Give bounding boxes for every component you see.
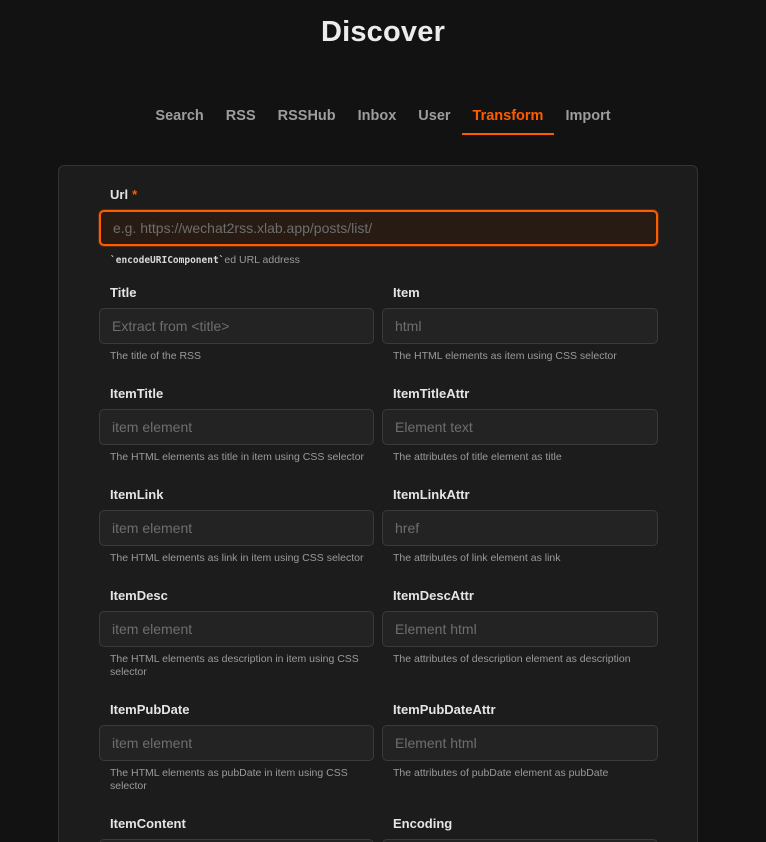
item-desc-field-group <box>99 588 374 684</box>
item-desc-attr-field-group <box>382 588 658 670</box>
url-help <box>99 254 658 267</box>
item-link-attr-label: ItemLinkAttr <box>393 487 470 502</box>
item-title-attr-input[interactable] <box>382 409 658 445</box>
item-title-input[interactable] <box>99 409 374 445</box>
item-pubdate-help: The HTML elements as pubDate in item using CSS selector <box>110 767 348 792</box>
item-pubdate-attr-field-group <box>382 702 658 784</box>
item-pubdate-attr-input[interactable] <box>382 725 658 761</box>
url-field-group <box>99 187 658 269</box>
item-pubdate-attr-label: ItemPubDateAttr <box>393 702 496 717</box>
item-pubdate-label: ItemPubDate <box>110 702 190 717</box>
item-field-group <box>382 285 658 367</box>
url-input[interactable] <box>99 210 658 246</box>
url-label <box>99 187 658 203</box>
item-input[interactable] <box>382 308 658 344</box>
item-title-attr-help: The attributes of title element as title <box>393 451 562 463</box>
item-content-label: ItemContent <box>110 816 186 831</box>
item-pubdate-field-group <box>99 702 374 798</box>
tab-transform[interactable]: Transform <box>462 98 555 135</box>
tab-rsshub[interactable]: RSSHub <box>277 108 336 124</box>
item-desc-attr-help: The attributes of description element as description <box>393 653 631 665</box>
item-title-attr-label: ItemTitleAttr <box>393 386 470 401</box>
item-pubdate-input[interactable] <box>99 725 374 761</box>
item-pubdate-attr-help: The attributes of pubDate element as pubDate <box>393 767 609 779</box>
tab-rss[interactable]: RSS <box>225 108 256 124</box>
item-title-help: The HTML elements as title in item using CSS selector <box>110 451 365 463</box>
item-desc-attr-label: ItemDescAttr <box>393 588 474 603</box>
item-title-field-group <box>99 386 374 468</box>
item-help: The HTML elements as item using CSS selector <box>393 350 617 362</box>
item-content-field-group <box>99 816 374 842</box>
encoding-label: Encoding <box>393 816 453 831</box>
item-link-input[interactable] <box>99 510 374 546</box>
title-help: The title of the RSS <box>110 350 202 362</box>
title-label: Title <box>110 285 137 300</box>
item-title-attr-field-group <box>382 386 658 468</box>
item-link-attr-help: The attributes of link element as link <box>393 552 561 564</box>
item-desc-label: ItemDesc <box>110 588 168 603</box>
item-desc-help: The HTML elements as description in item using CSS selector <box>110 653 359 678</box>
item-link-attr-field-group <box>382 487 658 569</box>
tab-user[interactable]: User <box>418 108 451 124</box>
transform-form <box>58 165 698 842</box>
tab-search[interactable]: Search <box>155 108 204 124</box>
item-link-help: The HTML elements as link in item using CSS selector <box>110 552 364 564</box>
encoding-field-group <box>382 816 658 842</box>
tab-import[interactable]: Import <box>565 108 611 124</box>
item-link-field-group <box>99 487 374 569</box>
url-label-text: Url <box>110 187 129 202</box>
tab-inbox[interactable]: Inbox <box>357 108 397 124</box>
item-label: Item <box>393 285 420 300</box>
title-input[interactable] <box>99 308 374 344</box>
item-title-label: ItemTitle <box>110 386 164 401</box>
title-field-group <box>99 285 374 367</box>
item-desc-attr-input[interactable] <box>382 611 658 647</box>
url-help-code: `encodeURIComponent` <box>110 255 225 266</box>
item-link-attr-input[interactable] <box>382 510 658 546</box>
discover-tabs <box>0 98 766 135</box>
page-title: Discover <box>320 16 446 48</box>
required-mark: * <box>132 187 138 202</box>
url-help-text: ed URL address <box>224 254 300 266</box>
item-link-label: ItemLink <box>110 487 164 502</box>
item-desc-input[interactable] <box>99 611 374 647</box>
